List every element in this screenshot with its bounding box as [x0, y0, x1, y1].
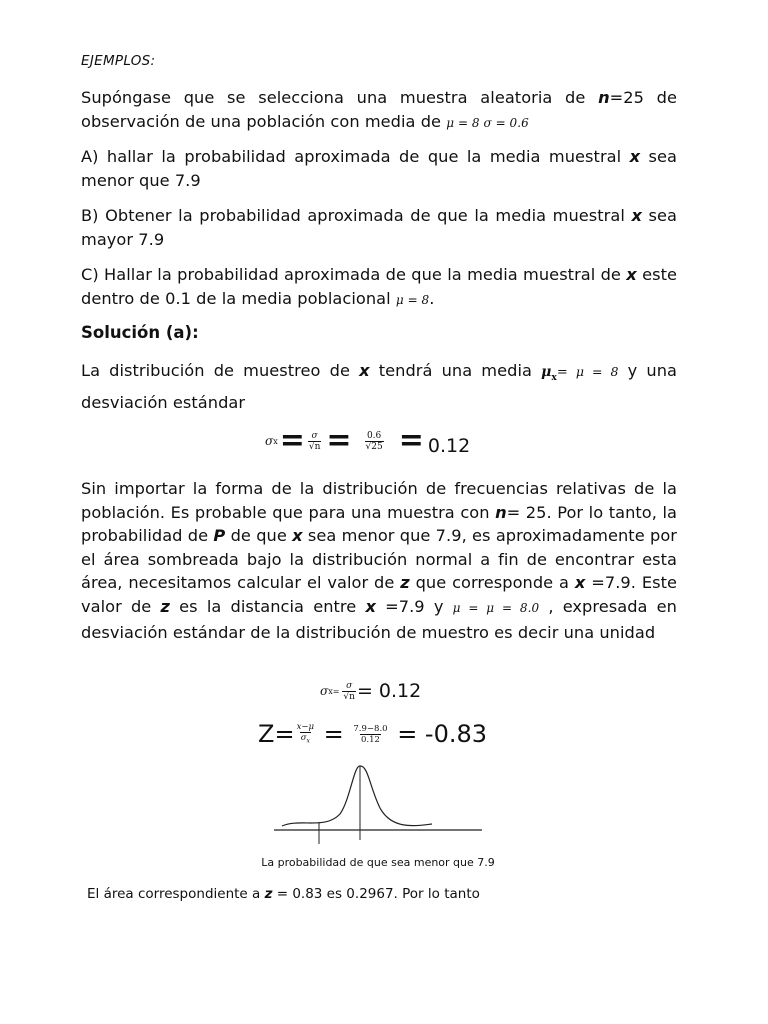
question-a: A) hallar la probabilidad aproximada de que la media muestral x sea menor que 7.9 — [81, 147, 677, 190]
intro-paragraph: Supóngase que se selecciona una muestra aleatoria de n=25 de observación de una población con media de μ = 8 σ = 0.6 — [81, 88, 678, 131]
explanation-paragraph: Sin importar la forma de la distribución de frecuencias relativas de la población. Es probable que para una muestra con n= 25. Por lo tanto, la probabilidad de P de que x sea menor que 7.9, es aproximadamente por el área sombreada bajo la distribución normal a fin de encontrar esta área, necesitamos calcular el valor de z que corresponde a x =7.9. Este valor de z es la distancia entre x =7.9 y μ = μ = 8.0 , expresada en desviación estándar de la distribución de muestro es decir una unidad — [81, 479, 677, 642]
section-heading: EJEMPLOS: — [81, 53, 156, 69]
mu-formula: μ = μ = 8.0 — [452, 600, 540, 615]
std-error-equation: σ x = $\frac{\sigma}{√n}$ = $\frac{0.6}{√25}$ = 0.12 — [265, 423, 471, 458]
mu-sigma-formula: μ = 8 σ = 0.6 — [446, 115, 529, 130]
question-b: B) Obtener la probabilidad aproximada de que la media muestral x sea mayor 7.9 — [81, 206, 677, 249]
normal-curve-figure — [270, 760, 490, 846]
z-score-equation: Z= $\frac{x-\mu}{\sigma_x}$ = $\frac{7.9-8.0}{0.12}$ = -0.83 — [258, 720, 488, 748]
normal-curve — [282, 766, 432, 826]
solution-title: Solución (a): — [81, 323, 199, 342]
final-sentence: El área correspondiente a z = 0.83 es 0.2967. Por lo tanto — [87, 886, 480, 902]
question-c: C) Hallar la probabilidad aproximada de que la media muestral de x este dentro de 0.1 de la media poblacional μ = 8. — [81, 265, 677, 308]
solution-paragraph: La distribución de muestreo de x tendrá una media $\mu_x= \mu = 8$ y una desviación estándar — [81, 361, 677, 412]
mu-formula: μ = 8 — [395, 292, 430, 307]
std-error-result-equation: σ x= $\frac{\sigma}{√n}$ = 0.12 — [320, 680, 422, 702]
figure-caption: La probabilidad de que sea menor que 7.9 — [261, 856, 495, 869]
